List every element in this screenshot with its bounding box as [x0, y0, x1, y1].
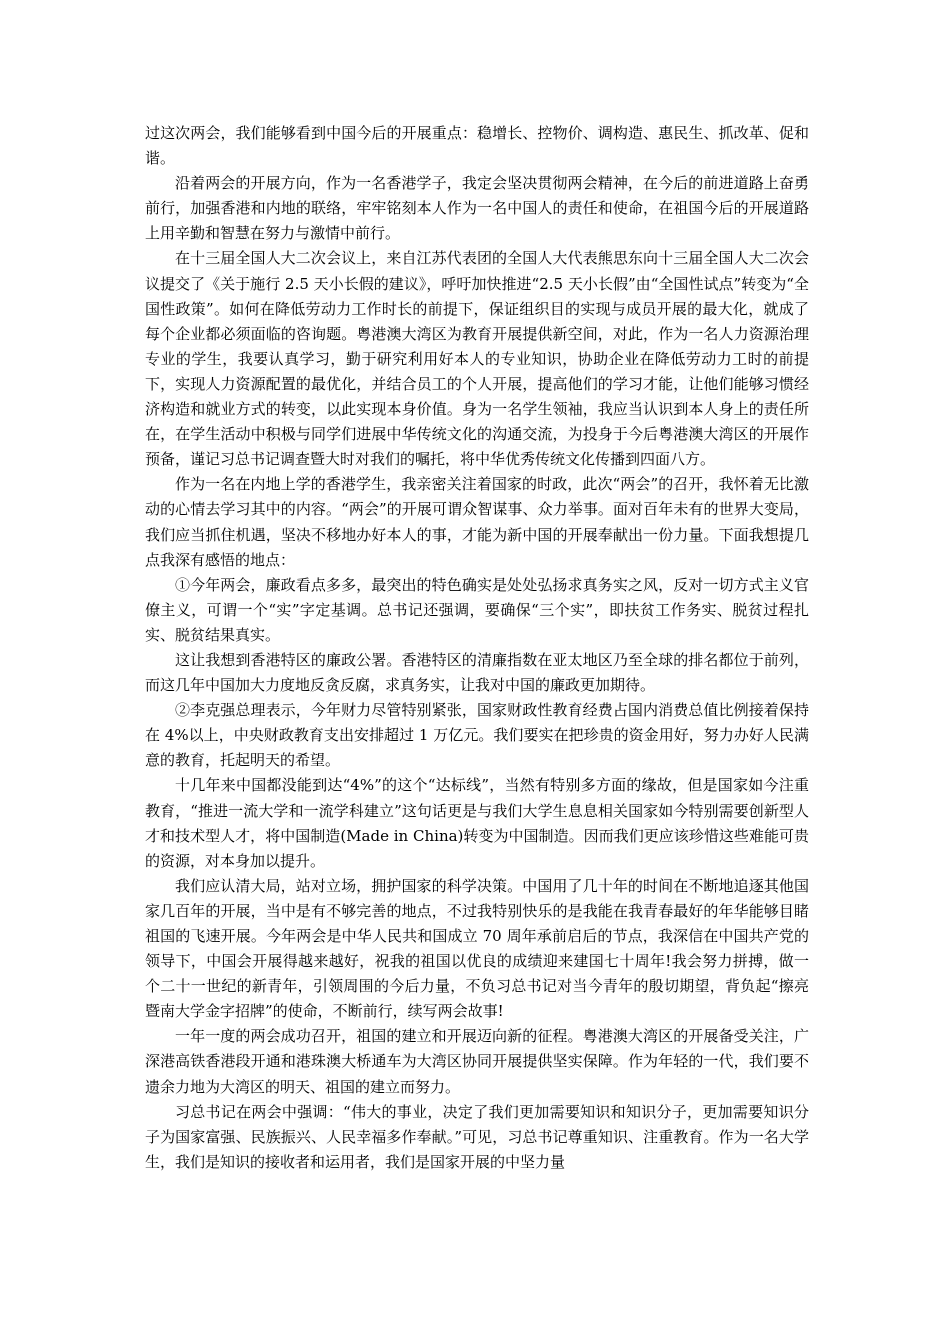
paragraph-11: 习总书记在两会中强调：“伟大的事业，决定了我们更加需要知识和知识分子，更加需要知识分子为国家富强、民族振兴、人民幸福多作奉献。”可见，习总书记尊重知识、注重教育。作为一名大学生，我们是知识的接收者和运用者，我们是国家开展的中坚力量	[145, 1102, 809, 1171]
paragraph-8: 十几年来中国都没能到达“4%”的这个“达标线”，当然有特别多方面的缘故，但是国家如今注重教育，“推进一流大学和一流学科建立”这句话更是与我们大学生息息相关国家如今特别需要创新型人才和技术型人才，将中国制造(Made in China)转变为中国制造。因而我们更应该珍惜这些难能可贵的资源，对本身加以提升。	[145, 776, 809, 870]
paragraph-1: 过这次两会，我们能够看到中国今后的开展重点：稳增长、控物价、调构造、惠民生、抓改革、促和谐。	[145, 124, 809, 168]
paragraph-10: 一年一度的两会成功召开，祖国的建立和开展迈向新的征程。粤港澳大湾区的开展备受关注，广深港高铁香港段开通和港珠澳大桥通车为大湾区协同开展提供坚实保障。作为年轻的一代，我们要不遗余力地为大湾区的明天、祖国的建立而努力。	[145, 1027, 809, 1096]
paragraph-5: ①今年两会，廉政看点多多，最突出的特色确实是处处弘扬求真务实之风，反对一切方式主义官僚主义，可谓一个“实”字定基调。总书记还强调，要确保“三个实”，即扶贫工作务实、脱贫过程扎实、脱贫结果真实。	[145, 575, 809, 644]
paragraph-4: 作为一名在内地上学的香港学生，我亲密关注着国家的时政，此次“两会”的召开，我怀着无比激动的心情去学习其中的内容。“两会”的开展可谓众智谋事、众力举事。面对百年未有的世界大变局，我们应当抓住机遇，坚决不移地办好本人的事，才能为新中国的开展奉献出一份力量。下面我想提几点我深有感悟的地点：	[145, 475, 809, 569]
paragraph-3: 在十三届全国人大二次会议上，来自江苏代表团的全国人大代表熊思东向十三届全国人大二次会议提交了《关于施行 2.5 天小长假的建议》，呼吁加快推进“2.5 天小长假”由“全国性试点”转变为“全国性政策”。如何在降低劳动力工作时长的前提下，保证组织目的实现与成员开展的最大化，就成了每个企业都必须面临的咨询题。粤港澳大湾区为教育开展提供新空间，对此，作为一名人力资源治理专业的学生，我要认真学习，勤于研究利用好本人的专业知识，协助企业在降低劳动力工时的前提下，实现人力资源配置的最优化，并结合员工的个人开展，提高他们的学习才能，让他们能够习惯经济构造和就业方式的转变，以此实现本身价值。身为一名学生领袖，我应当认识到本人身上的责任所在，在学生活动中积极与同学们进展中华传统文化的沟通交流，为投身于今后粤港澳大湾区的开展作预备，谨记习总书记调查暨大时对我们的嘱托，将中华优秀传统文化传播到四面八方。	[145, 249, 809, 469]
paragraph-2: 沿着两会的开展方向，作为一名香港学子，我定会坚决贯彻两会精神，在今后的前进道路上奋勇前行，加强香港和内地的联络，牢牢铭刻本人作为一名中国人的责任和使命，在祖国今后的开展道路上用辛勤和智慧在努力与激情中前行。	[145, 174, 809, 243]
paragraph-6: 这让我想到香港特区的廉政公署。香港特区的清廉指数在亚太地区乃至全球的排名都位于前列，而这几年中国加大力度地反贪反腐，求真务实，让我对中国的廉政更加期待。	[145, 650, 809, 695]
document-body	[145, 121, 809, 1175]
paragraph-9: 我们应认清大局，站对立场，拥护国家的科学决策。中国用了几十年的时间在不断地追逐其他国家几百年的开展，当中是有不够完善的地点，不过我特别快乐的是我能在我青春最好的年华能够目睹祖国的飞速开展。今年两会是中华人民共和国成立 70 周年承前启后的节点，我深信在中国共产党的领导下，中国会开展得越来越好，祝我的祖国以优良的成绩迎来建国七十周年!我会努力拼搏，做一个二十一世纪的新青年，引领周围的今后力量，不负习总书记对当今青年的殷切期望，背负起“擦亮暨南大学金字招牌”的使命，不断前行，续写两会故事!	[145, 876, 809, 1021]
paragraph-7: ②李克强总理表示，今年财力尽管特别紧张，国家财政性教育经费占国内消费总值比例接着保持在 4%以上，中央财政教育支出安排超过 1 万亿元。我们要实在把珍贵的资金用好，努力办好人民满意的教育，托起明天的希望。	[145, 701, 809, 770]
